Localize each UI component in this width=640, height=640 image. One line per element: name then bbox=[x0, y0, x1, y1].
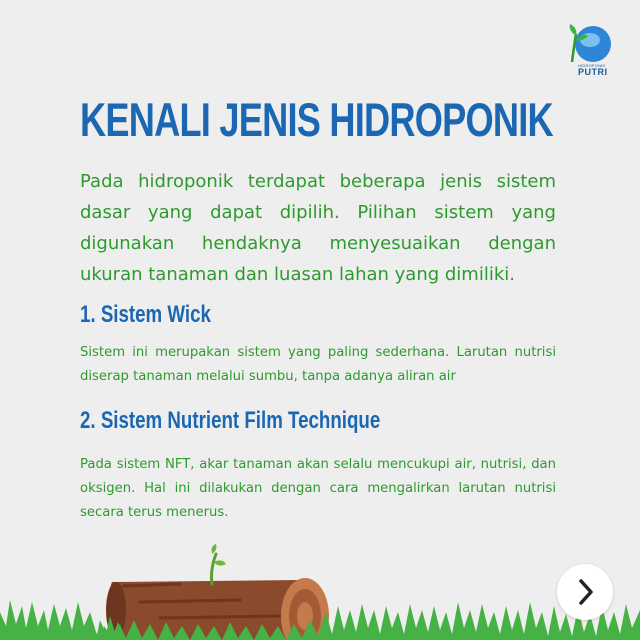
next-button[interactable] bbox=[557, 564, 613, 620]
grass-log-illustration bbox=[0, 540, 640, 640]
section-heading-wick: 1. Sistem Wick bbox=[80, 301, 211, 328]
brand-name bbox=[578, 64, 618, 77]
section-body-nft: Pada sistem NFT, akar tanaman akan selalu mencukupi air, nutrisi, dan oksigen. Hal ini dilakukan dengan cara mengalirkan larutan nutrisi secara terus menerus. bbox=[80, 457, 556, 520]
globe-sprout-icon bbox=[562, 22, 618, 66]
chevron-right-icon bbox=[557, 564, 613, 620]
section-body-wick: Sistem ini merupakan sistem yang paling sederhana. Larutan nutrisi diserap tanaman melalui sumbu, tanpa adanya aliran air bbox=[80, 345, 556, 384]
sprout-icon bbox=[212, 544, 227, 584]
intro-text: Pada hidroponik terdapat beberapa jenis sistem dasar yang dapat dipilih. Pilihan sistem yang digunakan hendaknya menyesuaikan dengan ukuran tanaman dan luasan lahan yang dimiliki. bbox=[80, 171, 556, 285]
page-title: KENALI JENIS HIDROPONIK bbox=[80, 93, 553, 146]
section-heading-nft: 2. Sistem Nutrient Film Technique bbox=[80, 407, 381, 434]
brand-line2: PUTRI bbox=[578, 67, 608, 77]
brand-line1: HIDROPONIK bbox=[578, 63, 606, 68]
